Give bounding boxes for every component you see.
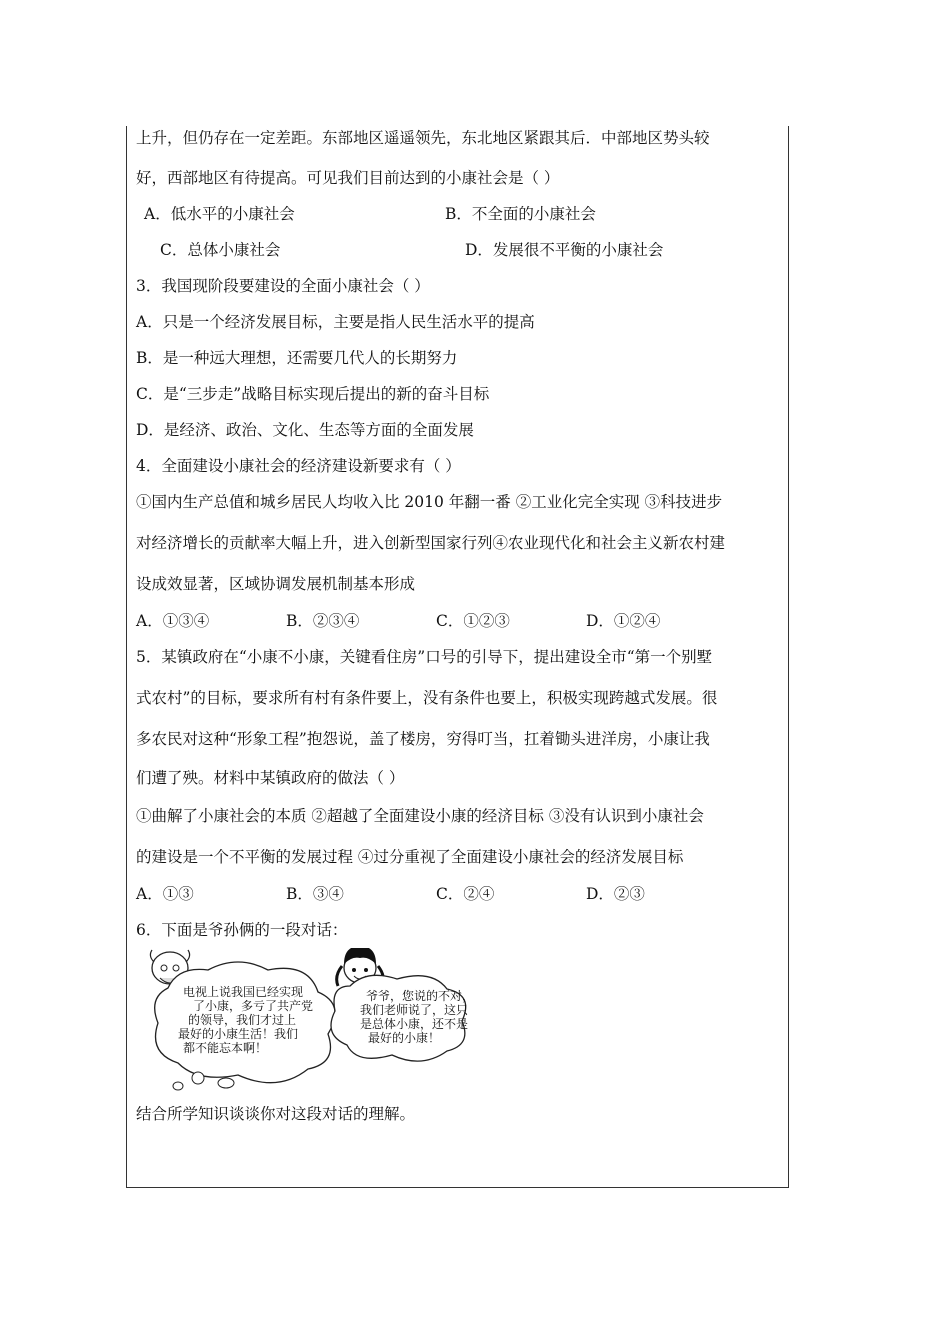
q5-option-d: D．②③ <box>586 885 645 903</box>
q4-text-line-2: 对经济增长的贡献率大幅上升，进入创新型国家行列④农业现代化和社会主义新农村建 <box>136 534 726 552</box>
q5-text-line-6: 的建设是一个不平衡的发展过程 ④过分重视了全面建设小康社会的经济发展目标 <box>136 848 684 866</box>
granddaughter-speech-bubble <box>331 975 474 1061</box>
q3-option-c: C．是“三步走”战略目标实现后提出的新的奋斗目标 <box>136 385 490 403</box>
q4-text-line-3: 设成效显著，区域协调发展机制基本形成 <box>136 575 416 593</box>
grandpa-line-1: 电视上说我国已经实现 <box>183 985 304 999</box>
q5-option-c: C．②④ <box>436 885 495 903</box>
q4-option-d: D．①②④ <box>586 612 661 630</box>
q5-text-line-5: ①曲解了小康社会的本质 ②超越了全面建设小康的经济目标 ③没有认识到小康社会 <box>136 807 704 825</box>
q2-text-line-2: 好，西部地区有待提高。可见我们目前达到的小康社会是（ ） <box>136 169 560 187</box>
q2-option-d: D．发展很不平衡的小康社会 <box>465 241 664 259</box>
q5-option-a: A．①③ <box>136 885 194 903</box>
q5-text-line-1: 5．某镇政府在“小康不小康，关键看住房”口号的引导下，提出建设全市“第一个别墅 <box>136 648 713 666</box>
q6-stem: 6．下面是爷孙俩的一段对话： <box>136 921 348 939</box>
q2-option-a: A．低水平的小康社会 <box>144 205 295 223</box>
q5-text-line-3: 多农民对这种“形象工程”抱怨说，盖了楼房，穷得叮当，扛着锄头进洋房，小康让我 <box>136 730 710 748</box>
q3-option-b: B．是一种远大理想，还需要几代人的长期努力 <box>136 349 458 367</box>
grandpa-line-4: 最好的小康生活！我们 <box>178 1027 299 1041</box>
q3-stem: 3．我国现阶段要建设的全面小康社会（ ） <box>136 277 430 295</box>
girl-line-3: 是总体小康，还不是 <box>360 1017 469 1031</box>
q3-option-d: D．是经济、政治、文化、生态等方面的全面发展 <box>136 421 474 439</box>
grandpa-line-2: 了小康，多亏了共产党 <box>193 999 314 1013</box>
q5-text-line-2: 式农村”的目标，要求所有村有条件要上，没有条件也要上，积极实现跨越式发展。很 <box>136 689 718 707</box>
q4-option-a: A．①③④ <box>136 612 210 630</box>
q2-option-b: B．不全面的小康社会 <box>445 205 596 223</box>
q3-option-a: A．只是一个经济发展目标，主要是指人民生活水平的提高 <box>136 313 535 331</box>
q5-option-b: B．③④ <box>286 885 344 903</box>
q4-text-line-1: ①国内生产总值和城乡居民人均收入比 2010 年翻一番 ②工业化完全实现 ③科技进步 <box>136 493 723 511</box>
q4-option-b: B．②③④ <box>286 612 360 630</box>
dialogue-cartoon <box>138 948 518 1098</box>
q5-text-line-4: 们遭了殃。材料中某镇政府的做法（ ） <box>136 769 405 787</box>
q2-option-c: C．总体小康社会 <box>160 241 281 259</box>
grandpa-line-3: 的领导，我们才过上 <box>188 1013 297 1027</box>
girl-line-2: 我们老师说了，这只 <box>360 1003 469 1017</box>
q2-text-line-1: 上升，但仍存在一定差距。东部地区遥遥领先，东北地区紧跟其后．中部地区势头较 <box>136 129 710 147</box>
q6-prompt: 结合所学知识谈谈你对这段对话的理解。 <box>136 1105 416 1123</box>
girl-line-4: 最好的小康！ <box>368 1031 441 1045</box>
girl-line-1: 爷爷，您说的不对， <box>366 989 475 1003</box>
q4-stem: 4．全面建设小康社会的经济建设新要求有（ ） <box>136 457 461 475</box>
grandpa-line-5: 都不能忘本啊！ <box>183 1041 268 1055</box>
grandpa-speech-bubble <box>155 962 335 1090</box>
q4-option-c: C．①②③ <box>436 612 510 630</box>
